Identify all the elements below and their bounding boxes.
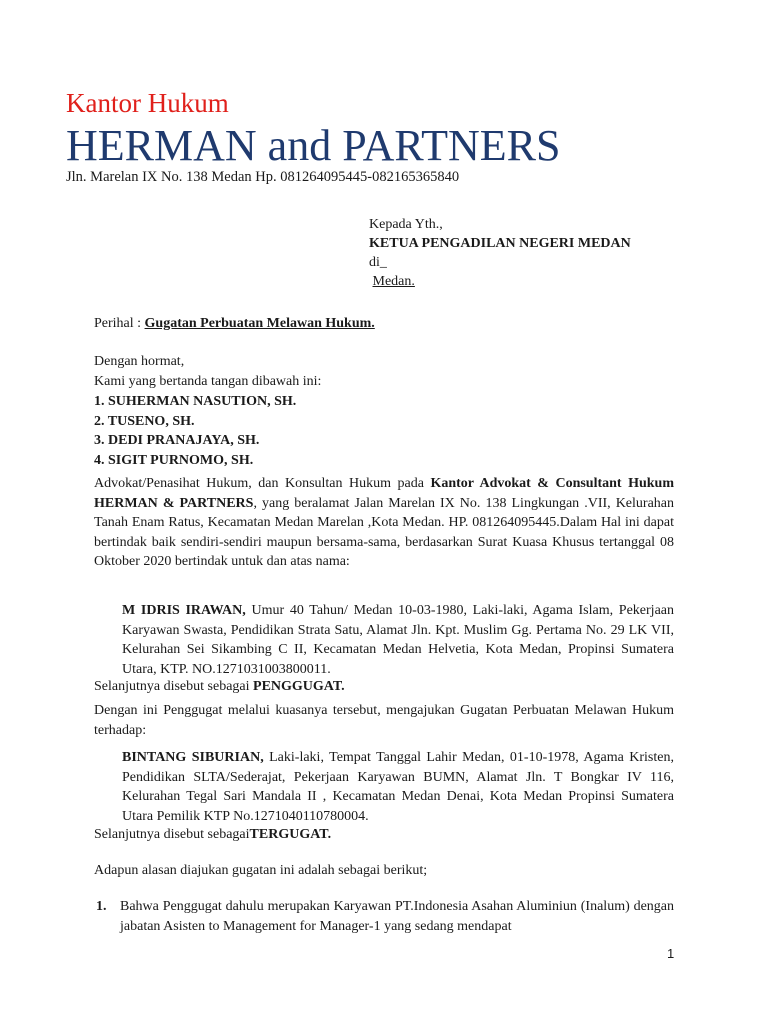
reason-text: Bahwa Penggugat dahulu merupakan Karyawan PT.Indonesia Asahan Aluminiun (Inalum) dengan jabatan Asisten to Management for Manager-1 yang sedang mendapat: [120, 899, 674, 934]
firm-title: HERMAN and PARTNERS: [66, 121, 561, 170]
defendant-tag-prefix: Selanjutnya disebut sebagai: [94, 827, 250, 842]
firm-address: Jln. Marelan IX No. 138 Medan Hp. 081264095445-082165365840: [66, 169, 460, 185]
defendant-tag: TERGUGAT.: [249, 827, 332, 842]
reason-item: [94, 897, 674, 936]
firm-subtitle: Kantor Hukum: [66, 88, 229, 118]
plaintiff-paragraph: [122, 601, 674, 679]
recipient-at: di_: [369, 255, 387, 270]
recipient-city-line: [369, 272, 631, 291]
plaintiff-name: M IDRIS IRAWAN,: [122, 603, 246, 618]
defendant-paragraph: [122, 748, 674, 826]
intro-text-2: , yang beralamat Jalan Marelan IX No. 138 Lingkungan .VII, Kelurahan Tanah Enam Ratus, Kecamatan Medan Marelan ,Kota Medan. HP. 081264095445.Dalam Hal ini dapat bertindak baik sendiri-sendiri maupun bersama-sama, berdasarkan Surat Kuasa Khusus tertanggal 08 Oktober 2020 bertindak untuk dan atas nama:: [94, 495, 674, 570]
plaintiff-tag-line: [94, 677, 674, 697]
intro-firm-name: Kantor Advokat & Consultant Hukum HERMAN & PARTNERS: [94, 476, 674, 511]
lawyer-list: [94, 392, 674, 470]
lawyer-item: 2. TUSENO, SH.: [94, 413, 195, 429]
plaintiff-details: Umur 40 Tahun/ Medan 10-03-1980, Laki-laki, Agama Islam, Pekerjaan Karyawan Swasta, Pendidikan Strata Satu, Alamat Jln. Kpt. Muslim Gg. Pertama No. 29 LK VII, Kelurahan Sei Sikambing C II, Kecamatan Medan Helvetia, Kota Medan, Propinsi Sumatera Utara, KTP. NO.1271031003800011.: [122, 603, 674, 677]
lawyer-item: 4. SIGIT PURNOMO, SH.: [94, 452, 254, 468]
recipient-city: Medan.: [372, 274, 415, 289]
page-number: 1: [667, 946, 675, 961]
salutation: Dengan hormat,: [94, 354, 185, 369]
lawyer-item: 3. DEDI PRANAJAYA, SH.: [94, 433, 260, 449]
recipient-name: KETUA PENGADILAN NEGERI MEDAN: [369, 236, 631, 251]
defendant-name: BINTANG SIBURIAN,: [122, 750, 264, 765]
subject-line: [94, 316, 375, 332]
subject-text: Gugatan Perbuatan Melawan Hukum.: [144, 316, 375, 331]
defendant-details: Laki-laki, Tempat Tanggal Lahir Medan, 01-10-1978, Agama Kristen, Pendidikan SLTA/Sederajat, Pekerjaan Karyawan BUMN, Alamat Jln. T Bongkar IV 116, Kelurahan Tegal Sari Mandala II , Kecamatan Medan Denai, Kota Medan Propinsi Sumatera Utara Pemilik KTP No.1271040110780004.: [122, 750, 674, 824]
defendant-tag-line: [94, 825, 674, 845]
opening-block: [94, 352, 674, 391]
opening-line: Kami yang bertanda tangan dibawah ini:: [94, 373, 322, 389]
recipient-block: [369, 215, 631, 291]
claim-paragraph: Dengan ini Penggugat melalui kuasanya tersebut, mengajukan Gugatan Perbuatan Melawan Hukum terhadap:: [94, 703, 674, 738]
lawyer-item: 1. SUHERMAN NASUTION, SH.: [94, 394, 297, 409]
plaintiff-tag: PENGGUGAT.: [253, 679, 345, 694]
plaintiff-tag-prefix: Selanjutnya disebut sebagai: [94, 679, 254, 694]
subject-label: Perihal :: [94, 316, 142, 331]
reasons-intro: Adapun alasan diajukan gugatan ini adalah sebagai berikut;: [94, 863, 428, 878]
recipient-greeting: Kepada Yth.,: [369, 217, 443, 232]
intro-paragraph: [94, 474, 674, 572]
reason-number: 1.: [96, 899, 107, 914]
intro-text-1: Advokat/Penasihat Hukum, dan Konsultan Hukum pada: [94, 476, 431, 491]
